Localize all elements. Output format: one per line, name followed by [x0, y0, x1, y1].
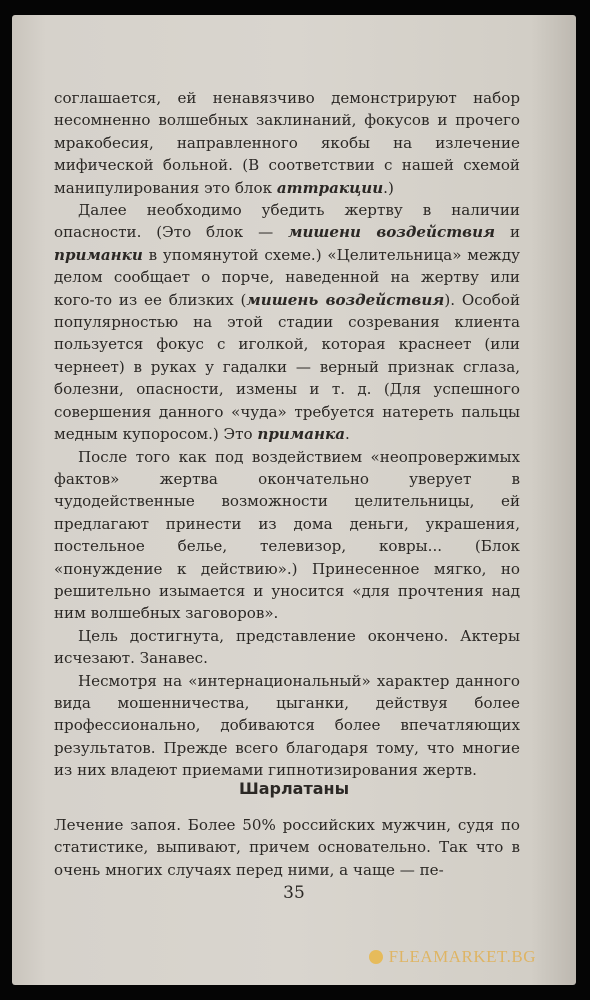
paragraph: [54, 446, 520, 625]
book-page: [12, 15, 576, 985]
watermark-text: FLEAMARKET.BG: [388, 947, 536, 966]
emphasis-text: мишени воздействия: [288, 223, 496, 242]
paragraph-text: соглашается, ей ненавязчиво демонстрируют набор несомненно волшебных заклинаний, фокусов и прочего мракобесия, направленного якобы на излечение мифической больной. (В соответствии с нашей схемой манипулирования это блок: [54, 89, 520, 197]
paragraph: [54, 670, 520, 782]
paragraph-text: Несмотря на «интернациональный» характер данного вида мошенничества, цыганки, действуя более профессионально, добиваются более впечатляющих результатов. Прежде всего благодаря тому, что многие из них владеют приемами гипнотизирования жертв.: [54, 671, 520, 780]
emphasis-text: аттракции: [276, 178, 384, 197]
paragraph-text: Цель достигнута, представление окончено. Актеры исчезают. Занавес.: [54, 626, 520, 668]
paragraph-text: в упомянутой схеме.) «Целительница» между делом сообщает о порче, наведенной на жертву или кого-то из ее близких (: [54, 245, 520, 309]
paragraph-text: .): [383, 178, 394, 197]
watermark: [369, 947, 536, 967]
page-number: 35: [283, 883, 305, 903]
body-text: [54, 87, 520, 782]
emphasis-text: приманка: [257, 425, 345, 444]
watermark-logo-icon: [369, 950, 383, 964]
paragraph: [54, 199, 520, 445]
paragraph-text: ). Особой популярностью на этой стадии созревания клиента пользуется фокус с иголкой, которая краснеет (или чернеет) в руках у гадалки — верный признак сглаза, болезни, опасности, измены и т. д. (Для успешного совершения данного «чуда» требуется натереть пальцы медным купоросом.) Это: [54, 290, 521, 444]
paragraph-text: и: [495, 223, 521, 242]
paragraph-text: После того как под воздействием «неопровержимых фактов» жертва окончательно уверует в чудодейственные возможности целительницы, ей предлагают принести из дома деньги, украшения, постельное белье, телевизор, ковры... (Блок «понуждение к действию».) Принесенное мягко, но решительно изымается и уносится «для прочтения над ним волшебных заговоров».: [54, 447, 520, 623]
paragraph-text: .: [344, 425, 350, 444]
section-heading: Шарлатаны: [238, 779, 350, 798]
section-first-paragraph: Лечение запоя. Более 50% российских мужчин, судя по статистике, выпивают, причем основательно. Так что в очень многих случаях перед ними, а чаще — пе-: [54, 816, 520, 879]
emphasis-text: приманки: [54, 245, 143, 264]
emphasis-text: мишень воздействия: [246, 290, 445, 309]
paragraph-text: Далее необходимо убедить жертву в наличии опасности. (Это блок —: [54, 201, 520, 242]
paragraph: [54, 87, 520, 199]
paragraph: [54, 625, 520, 670]
